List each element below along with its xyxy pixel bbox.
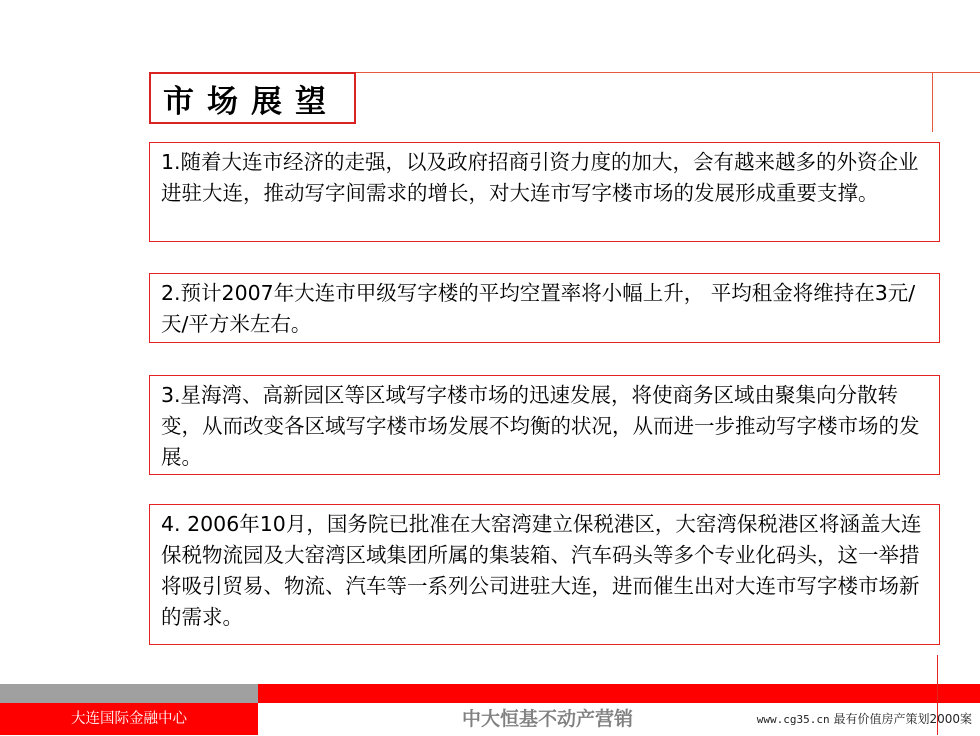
market-outlook-item-3: 3.星海湾、高新园区等区域写字楼市场的迅速发展，将使商务区域由聚集向分散转变，从而改变各区域写字楼市场发展不均衡的状况，从而进一步推动写字楼市场的发展。	[149, 375, 940, 475]
right-rule-top	[932, 72, 933, 132]
footer-source-url: www.cg35.cn	[756, 713, 830, 726]
market-outlook-item-2: 2.预计2007年大连市甲级写字楼的平均空置率将小幅上升， 平均租金将维持在3元/天/平方米左右。	[149, 273, 940, 343]
footer-red-band	[258, 684, 980, 703]
market-outlook-item-1: 1.随着大连市经济的走强，以及政府招商引资力度的加大，会有越来越多的外资企业进驻大连，推动写字间需求的增长，对大连市写字楼市场的发展形成重要支撑。	[149, 142, 940, 242]
footer-gray-band	[0, 684, 258, 703]
footer-company-name: 中大恒基不动产营销	[462, 708, 634, 730]
market-outlook-item-4: 4. 2006年10月，国务院已批准在大窑湾建立保税港区，大窑湾保税港区将涵盖大连保税物流园及大窑湾区域集团所属的集装箱、汽车码头等多个专业化码头，这一举措将吸引贸易、物流、汽车等一系列公司进驻大连，进而催生出对大连市写字楼市场新的需求。	[149, 504, 940, 645]
footer-source	[757, 703, 972, 735]
slide-title: 市场展望	[149, 72, 356, 124]
footer-source-text: 最有价值房产策划2000案	[829, 712, 972, 726]
footer-project-name: 大连国际金融中心	[71, 711, 187, 727]
